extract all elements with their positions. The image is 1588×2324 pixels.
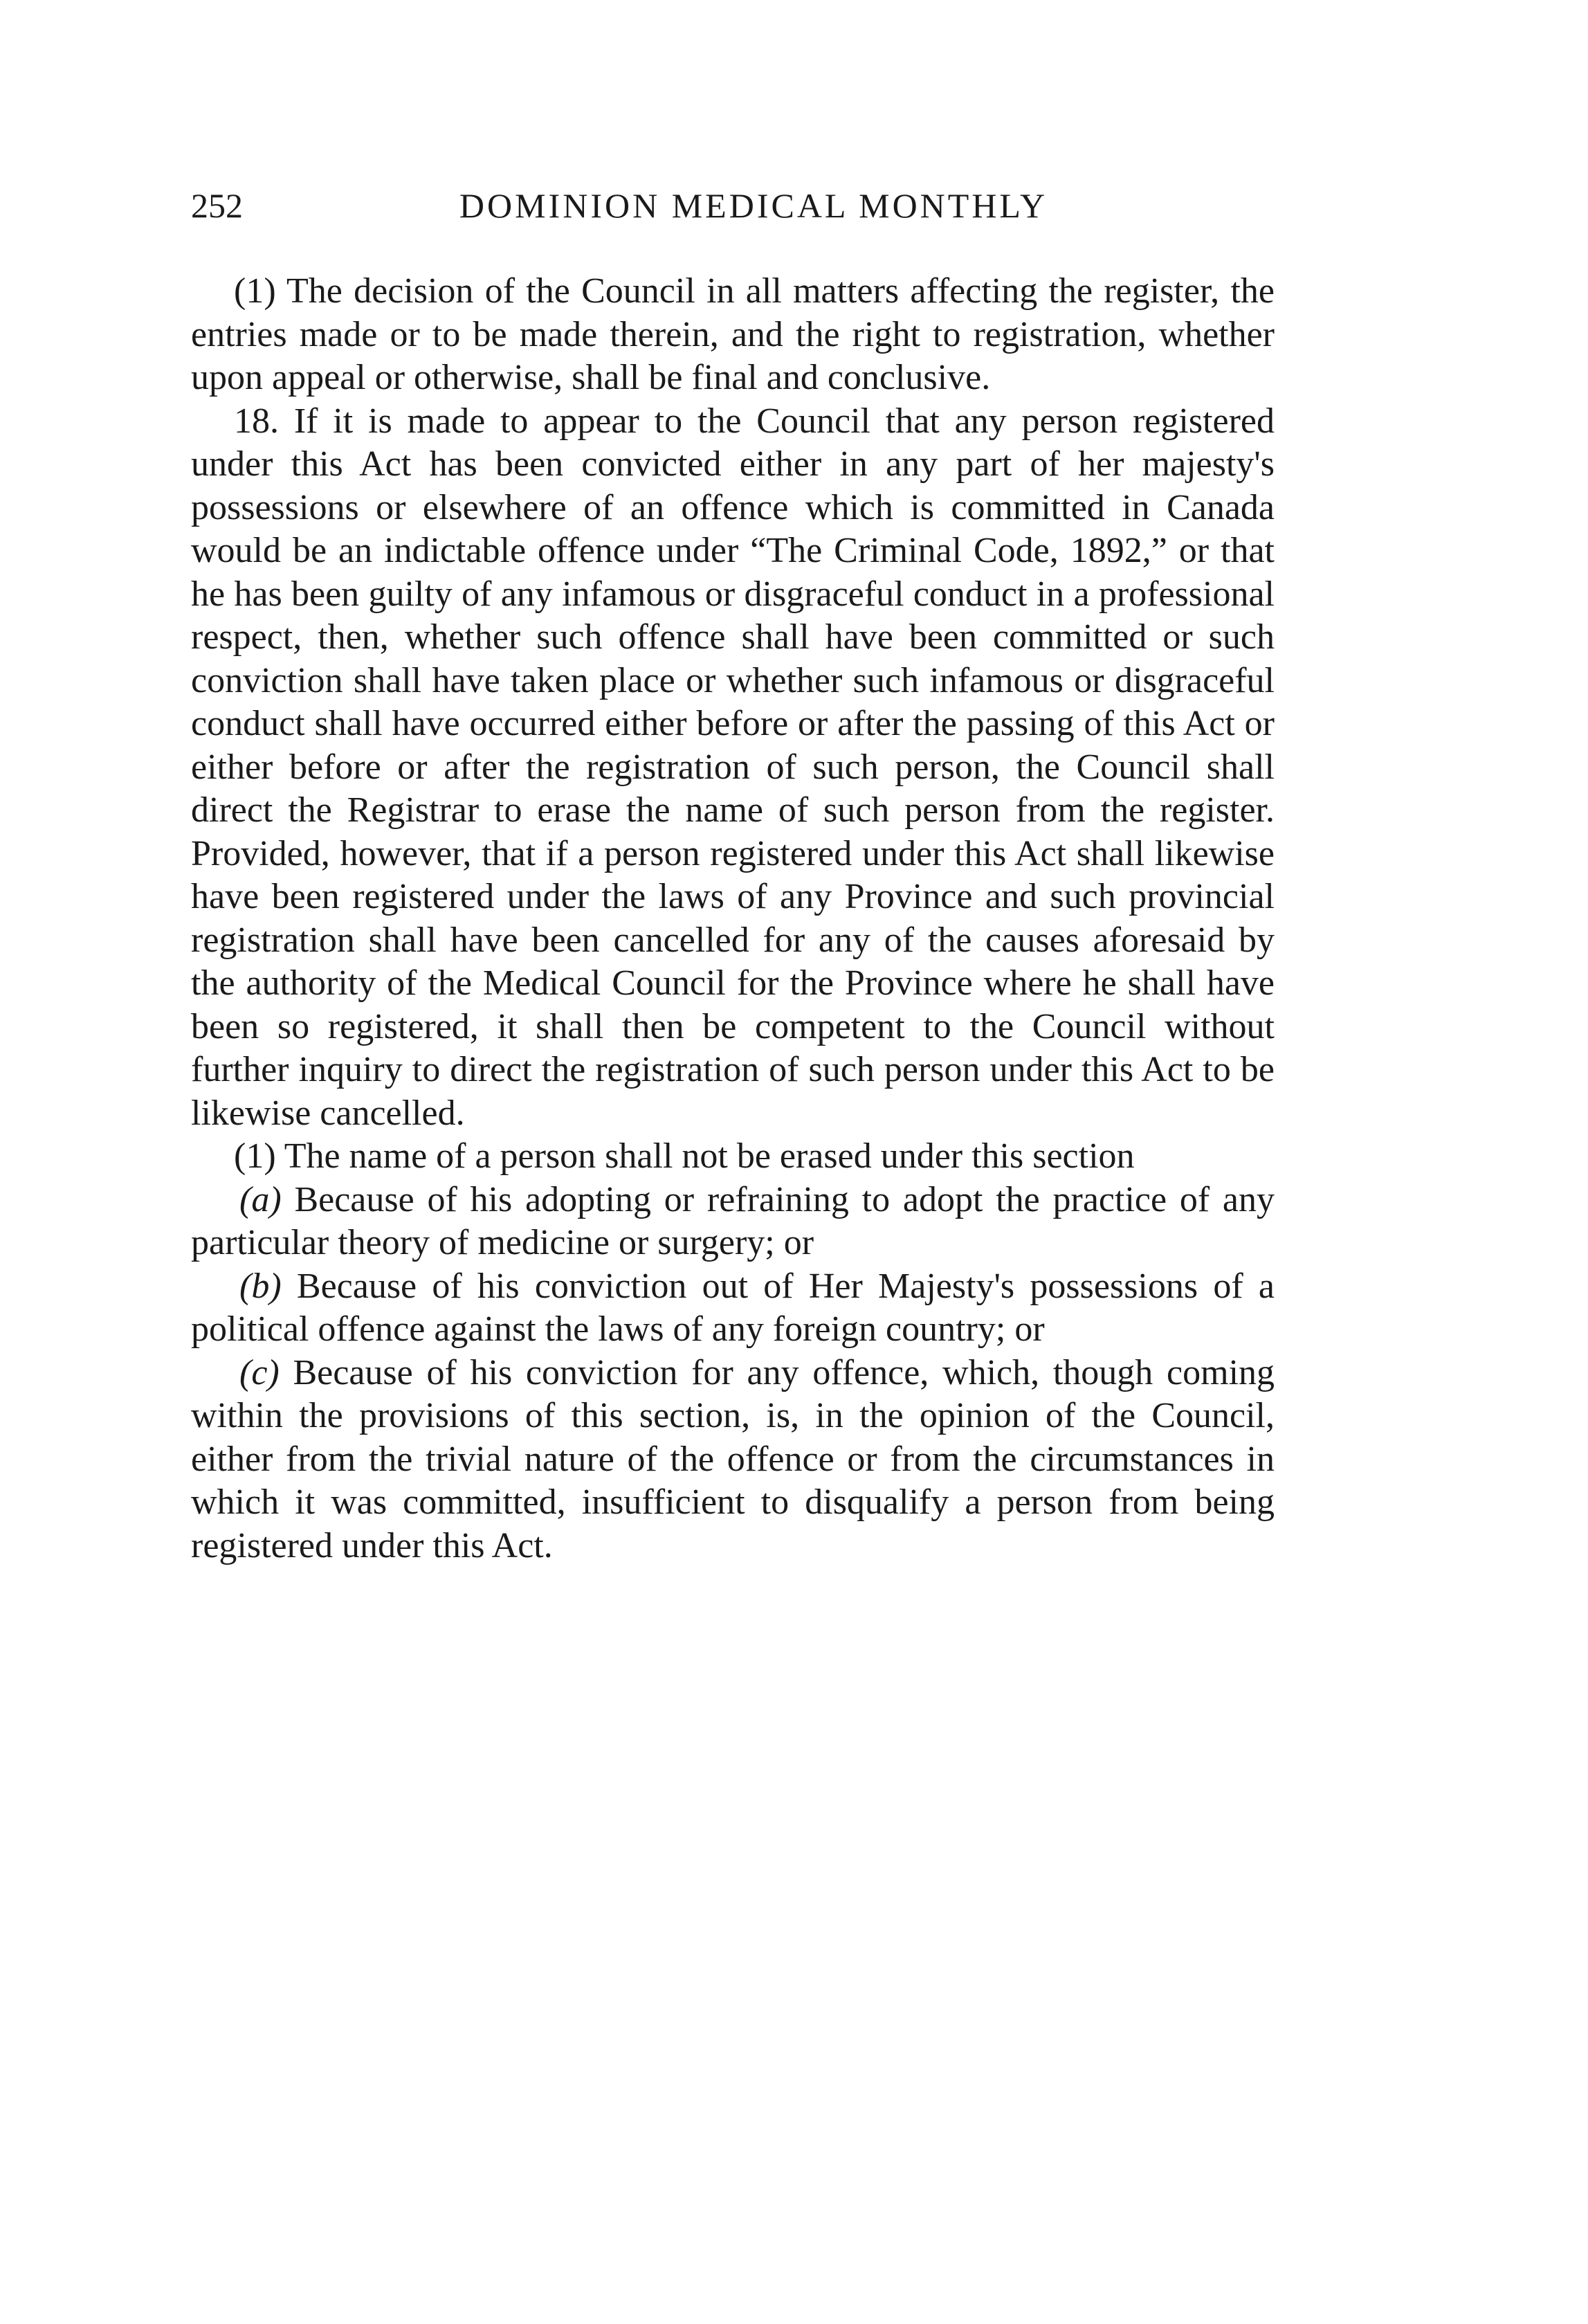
page-number: 252 — [191, 186, 243, 225]
clause-c — [191, 1352, 1275, 1568]
clause-label: (b) — [239, 1266, 282, 1306]
paragraph-text: 18. If it is made to appear to the Council that any person registered under this Act has been convicted either in any part of her majesty's possessions or elsewhere of an offence which is committed in Canada would be an indictable offence under “The Criminal Code, 1892,” or that he has been guilty of any infamous or disgraceful conduct in a professional respect, then, whether such offence shall have been committed or such conviction shall have taken place or whether such infamous or disgraceful conduct shall have occurred either before or after the passing of this Act or either before or after the registration of such person, the Council shall direct the Registrar to erase the name of such person from the register. Provided, however, that if a person registered under this Act shall likewise have been registered under the laws of any Province and such provincial registration shall have been cancelled for any of the causes aforesaid by the authority of the Medical Council for the Province where he shall have been so registered, it shall then be competent to the Council without further inquiry to direct the registration of such person under this Act to be likewise cancelled. — [191, 401, 1275, 1133]
paragraph-final-decision — [191, 270, 1275, 400]
clause-label: (c) — [239, 1352, 280, 1392]
paragraph-text: (1) The decision of the Council in all matters affecting the register, the entries made or to be made therein, and the right to registration, whether upon appeal or otherwise, shall be final and conclusive. — [191, 271, 1275, 397]
paragraph-section-18 — [191, 400, 1275, 1136]
clause-a — [191, 1179, 1275, 1265]
clause-text: Because of his adopting or refraining to adopt the practice of any particular theory of medicine or surgery; or — [191, 1179, 1275, 1262]
clause-text: Because of his conviction for any offence, which, though coming within the provisions of this section, is, in the opinion of the Council, either from the trivial nature of the offence or from the circumstances in which it was committed, insufficient to disqualify a person from being registered under this Act. — [191, 1352, 1275, 1565]
running-title: DOMINION MEDICAL MONTHLY — [459, 186, 1048, 225]
clause-b — [191, 1265, 1275, 1352]
paragraph-text: (1) The name of a person shall not be erased under this section — [234, 1136, 1135, 1176]
page-header — [191, 181, 1275, 230]
paragraph-not-erased — [191, 1135, 1275, 1179]
body-text — [191, 270, 1275, 1568]
clause-label: (a) — [239, 1179, 282, 1219]
clause-text: Because of his conviction out of Her Majesty's possessions of a political offence against the laws of any foreign country; or — [191, 1266, 1275, 1349]
